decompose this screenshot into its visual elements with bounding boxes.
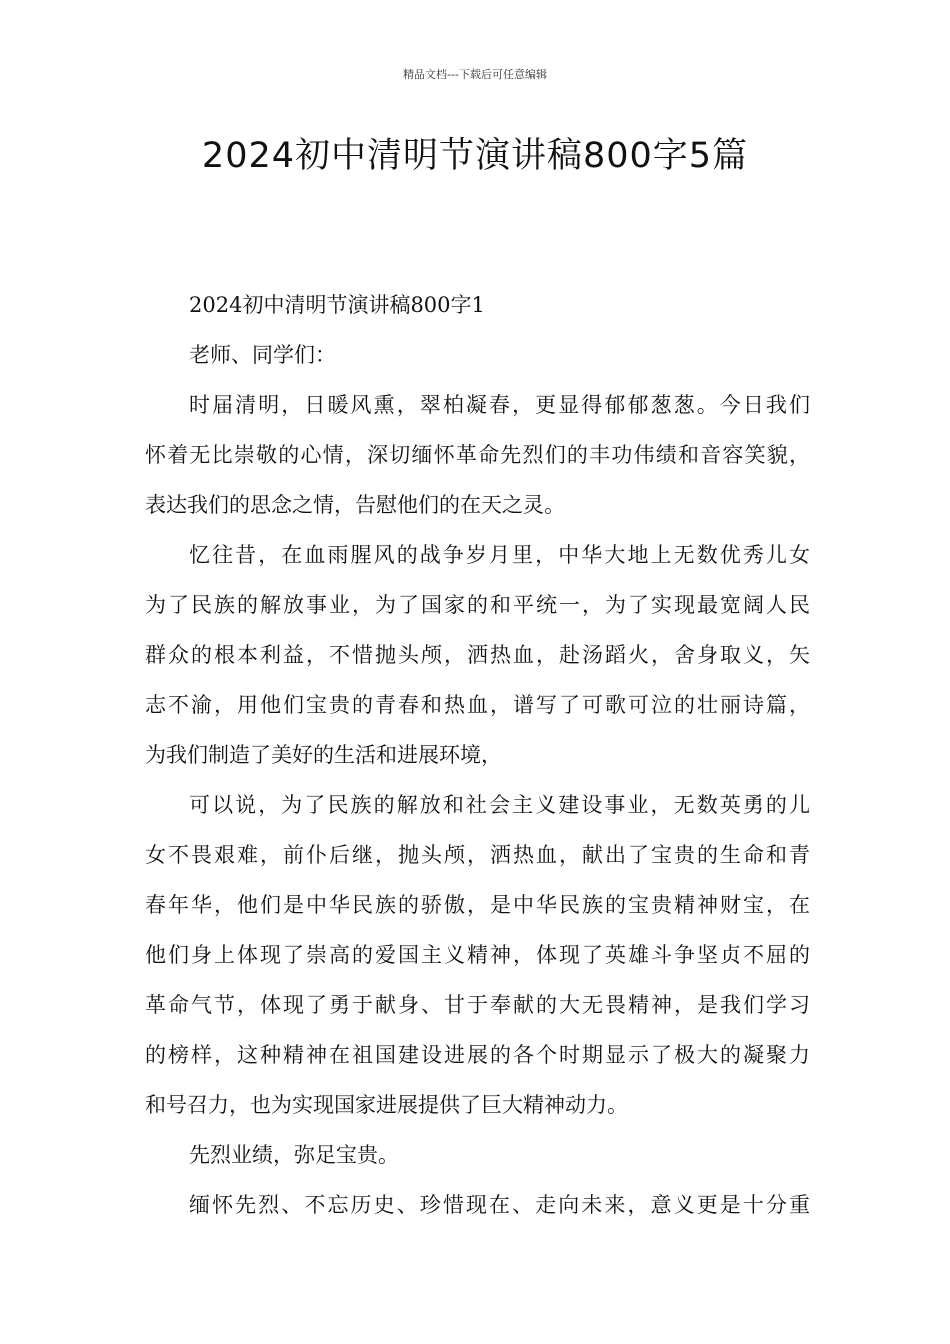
paragraph-line: 先烈业绩，弥足宝贵。 — [189, 1143, 399, 1167]
document-body — [145, 280, 810, 1230]
paragraph-line: 缅怀先烈、不忘历史、珍惜现在、走向未来，意义更是十分重 — [189, 1193, 810, 1217]
paragraph-line: 可以说，为了民族的解放和社会主义建设事业，无数英勇的儿 — [189, 793, 810, 817]
paragraph-line: 和号召力，也为实现国家进展提供了巨大精神动力。 — [145, 1093, 628, 1117]
paragraph-line: 的榜样，这种精神在祖国建设进展的各个时期显示了极大的凝聚力 — [145, 1043, 810, 1067]
paragraph-line: 时届清明，日暖风熏，翠柏凝春，更显得郁郁葱葱。今日我们 — [189, 393, 810, 417]
header-note: 精品文档---下载后可任意编辑 — [403, 68, 547, 81]
salutation: 老师、同学们： — [189, 343, 336, 367]
section-heading: 2024初中清明节演讲稿800字1 — [189, 293, 485, 317]
paragraph-line: 忆往昔，在血雨腥风的战争岁月里，中华大地上无数优秀儿女 — [189, 543, 810, 567]
paragraph-line: 为了民族的解放事业，为了国家的和平统一，为了实现最宽阔人民 — [145, 593, 810, 617]
paragraph-line: 怀着无比崇敬的心情，深切缅怀革命先烈们的丰功伟绩和音容笑貌， — [145, 443, 810, 467]
paragraph-line: 春年华，他们是中华民族的骄傲，是中华民族的宝贵精神财宝，在 — [145, 893, 810, 917]
paragraph-line: 表达我们的思念之情，告慰他们的在天之灵。 — [145, 493, 565, 517]
paragraph-line: 革命气节，体现了勇于献身、甘于奉献的大无畏精神，是我们学习 — [145, 993, 810, 1017]
paragraph-line: 志不渝，用他们宝贵的青春和热血，谱写了可歌可泣的壮丽诗篇， — [145, 693, 810, 717]
paragraph-line: 他们身上体现了崇高的爱国主义精神，体现了英雄斗争坚贞不屈的 — [145, 943, 810, 967]
paragraph-line: 群众的根本利益，不惜抛头颅，洒热血，赴汤蹈火，舍身取义，矢 — [145, 643, 810, 667]
paragraph-line: 为我们制造了美好的生活和进展环境， — [145, 743, 502, 767]
paragraph-line: 女不畏艰难，前仆后继，抛头颅，洒热血，献出了宝贵的生命和青 — [145, 843, 810, 867]
document-title: 2024初中清明节演讲稿800字5篇 — [201, 136, 749, 176]
